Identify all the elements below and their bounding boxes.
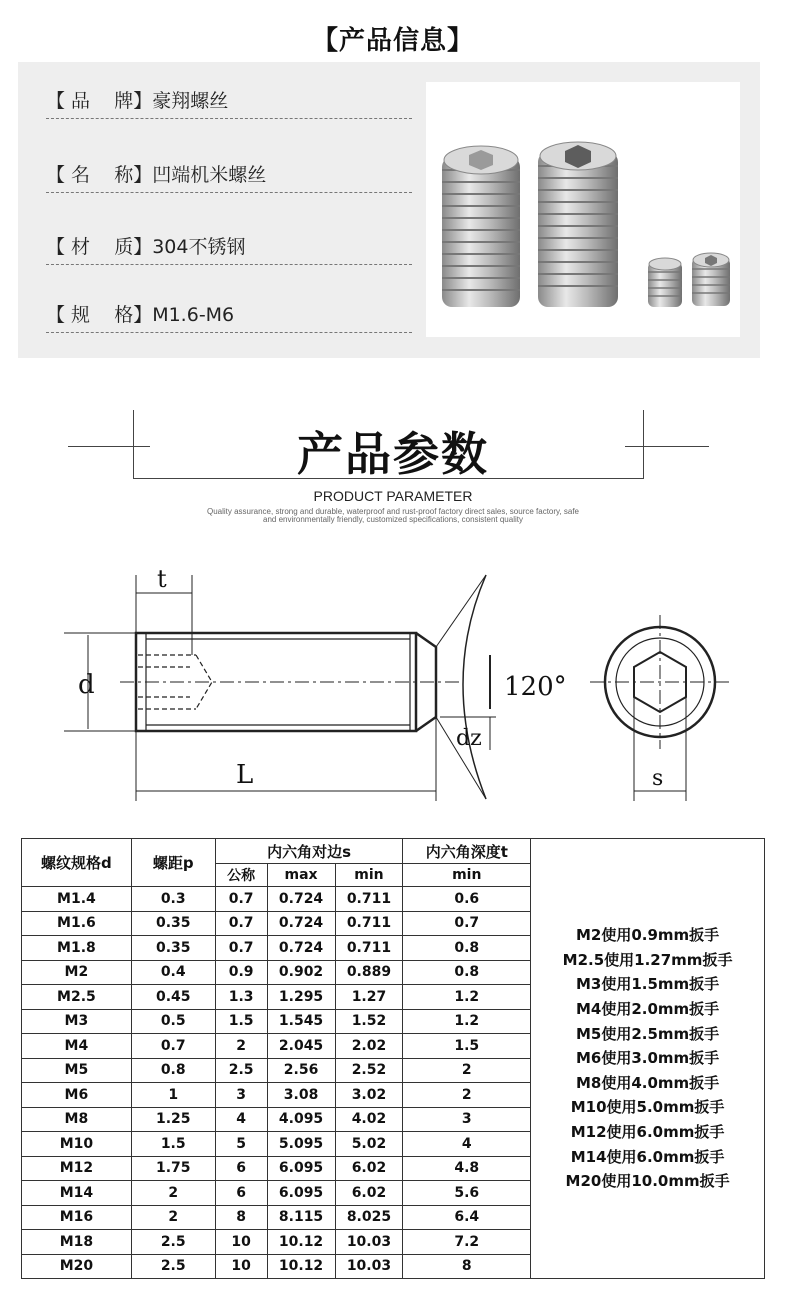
table-cell: M14 [22, 1181, 132, 1206]
dim-s-label: s [652, 766, 664, 791]
info-row-name [46, 162, 412, 193]
table-cell: M3 [22, 1009, 132, 1034]
info-title: 【产品信息】 [311, 26, 474, 56]
header-max: max [267, 864, 335, 887]
table-cell: 1.5 [403, 1034, 531, 1059]
table-cell: 0.7 [131, 1034, 215, 1059]
dim-L-label: L [236, 760, 254, 790]
table-cell: 0.5 [131, 1009, 215, 1034]
note-line: M6使用3.0mm扳手 [575, 1049, 720, 1068]
table-cell: 0.45 [131, 985, 215, 1010]
table-cell: M12 [22, 1156, 132, 1181]
table-cell: 0.724 [267, 936, 335, 961]
table-cell: 0.711 [335, 887, 403, 912]
table-cell: 0.9 [215, 960, 267, 985]
table-cell: M10 [22, 1132, 132, 1157]
table-cell: 0.711 [335, 936, 403, 961]
angle-label: 120° [504, 672, 567, 702]
table-cell: 1.5 [131, 1132, 215, 1157]
table-cell: 0.724 [267, 911, 335, 936]
header-spec: 螺纹规格d [22, 839, 132, 887]
table-cell: 5.095 [267, 1132, 335, 1157]
table-cell: 4 [403, 1132, 531, 1157]
table-cell: 10.12 [267, 1254, 335, 1279]
dim-t-label: t [157, 565, 167, 593]
table-cell: 0.724 [267, 887, 335, 912]
table-cell: 2.045 [267, 1034, 335, 1059]
table-cell: 2 [131, 1181, 215, 1206]
technical-drawing [0, 555, 786, 815]
table-cell: 0.7 [403, 911, 531, 936]
table-cell: 2.5 [131, 1230, 215, 1255]
table-cell: 10 [215, 1230, 267, 1255]
note-line: M3使用1.5mm扳手 [575, 975, 720, 994]
table-cell: 8 [215, 1205, 267, 1230]
info-value: M1.6-M6 [152, 304, 235, 326]
note-line: M12使用6.0mm扳手 [570, 1122, 725, 1141]
table-cell: 6.095 [267, 1181, 335, 1206]
table-cell: 0.7 [215, 887, 267, 912]
screw-small-right [692, 253, 730, 306]
table-cell: 2 [403, 1058, 531, 1083]
header-min: min [335, 864, 403, 887]
table-cell: 0.6 [403, 887, 531, 912]
table-cell: 1.75 [131, 1156, 215, 1181]
table-cell: M2.5 [22, 985, 132, 1010]
section-subtitle [140, 508, 646, 524]
table-cell: 8 [403, 1254, 531, 1279]
section-header [0, 410, 786, 540]
set-screw-diagram [0, 555, 786, 815]
table-cell: 0.711 [335, 911, 403, 936]
table-cell: 2.52 [335, 1058, 403, 1083]
table-cell: 1.25 [131, 1107, 215, 1132]
header-hex-s: 内六角对边s [215, 839, 403, 864]
header-depth-t: 内六角深度t [403, 839, 531, 864]
table-cell: 0.889 [335, 960, 403, 985]
note-line: M14使用6.0mm扳手 [570, 1147, 725, 1166]
header-depth-min: min [403, 864, 531, 887]
table-cell: 0.35 [131, 936, 215, 961]
table-cell: 2.5 [215, 1058, 267, 1083]
info-label: 【 名 称】 [46, 164, 153, 186]
table-cell: 0.7 [215, 911, 267, 936]
table-cell: 2 [215, 1034, 267, 1059]
table-cell: 3 [215, 1083, 267, 1108]
info-value: 凹端机米螺丝 [152, 164, 267, 186]
table-cell: M4 [22, 1034, 132, 1059]
table-cell: 1.545 [267, 1009, 335, 1034]
subtitle-line: and environmentally friendly, customized specifications, consistent quality [263, 515, 523, 524]
table-cell: 10.03 [335, 1230, 403, 1255]
table-cell: M5 [22, 1058, 132, 1083]
screw-large-right [538, 142, 618, 307]
parameter-table [21, 838, 765, 1279]
table-cell: 2.02 [335, 1034, 403, 1059]
table-cell: 1.27 [335, 985, 403, 1010]
info-row-brand [46, 88, 412, 119]
table-cell: 0.8 [403, 960, 531, 985]
table-cell: 6.095 [267, 1156, 335, 1181]
dim-dz-label: dz [456, 726, 482, 751]
table-cell: 5.02 [335, 1132, 403, 1157]
table-cell: 1.52 [335, 1009, 403, 1034]
table-cell: 10 [215, 1254, 267, 1279]
table-cell: 10.03 [335, 1254, 403, 1279]
table-cell: M2 [22, 960, 132, 985]
table-cell: 2 [403, 1083, 531, 1108]
table-cell: M20 [22, 1254, 132, 1279]
table-cell: M1.8 [22, 936, 132, 961]
table-cell: 0.7 [215, 936, 267, 961]
table-cell: 6.02 [335, 1181, 403, 1206]
table-cell: 1 [131, 1083, 215, 1108]
table-cell: 1.5 [215, 1009, 267, 1034]
screw-large-left [442, 146, 520, 307]
subtitle-line: Quality assurance, strong and durable, waterproof and rust-proof factory direct sales, source factory, safe [206, 507, 580, 516]
table-cell: 7.2 [403, 1230, 531, 1255]
screw-small-left [648, 258, 682, 307]
table-cell: 0.4 [131, 960, 215, 985]
note-line: M10使用5.0mm扳手 [570, 1098, 725, 1117]
table-cell: 0.8 [403, 936, 531, 961]
table-cell: M1.4 [22, 887, 132, 912]
section-title-en: PRODUCT PARAMETER [313, 488, 473, 504]
table-cell: 3 [403, 1107, 531, 1132]
table-cell: 4.8 [403, 1156, 531, 1181]
table-cell: 0.8 [131, 1058, 215, 1083]
table-cell: M6 [22, 1083, 132, 1108]
table-cell: M1.6 [22, 911, 132, 936]
table-cell: 8.025 [335, 1205, 403, 1230]
table-cell: 4.095 [267, 1107, 335, 1132]
info-label: 【 材 质】 [46, 236, 153, 258]
table-cell: 0.3 [131, 887, 215, 912]
table-cell: 1.2 [403, 985, 531, 1010]
dim-d-label: d [78, 670, 95, 700]
note-line: M2.5使用1.27mm扳手 [562, 950, 733, 969]
table-cell: 0.902 [267, 960, 335, 985]
info-panel [18, 62, 760, 358]
table-cell: 5.6 [403, 1181, 531, 1206]
table-cell: 1.2 [403, 1009, 531, 1034]
header-nominal: 公称 [215, 864, 267, 887]
note-line: M20使用10.0mm扳手 [565, 1172, 730, 1191]
info-label: 【 品 牌】 [46, 90, 153, 112]
table-cell: 6.02 [335, 1156, 403, 1181]
table-cell: 0.35 [131, 911, 215, 936]
note-line: M8使用4.0mm扳手 [575, 1073, 720, 1092]
table-cell: 1.295 [267, 985, 335, 1010]
table-cell: 2 [131, 1205, 215, 1230]
info-value: 304不锈钢 [152, 236, 246, 258]
product-photo [426, 82, 740, 337]
table-cell: 2.5 [131, 1254, 215, 1279]
table-cell: 3.02 [335, 1083, 403, 1108]
header-pitch: 螺距p [131, 839, 215, 887]
table-cell: 1.3 [215, 985, 267, 1010]
table-cell: M18 [22, 1230, 132, 1255]
table-cell: 10.12 [267, 1230, 335, 1255]
table-cell: 4.02 [335, 1107, 403, 1132]
wrench-notes [531, 839, 765, 1279]
table-cell: M8 [22, 1107, 132, 1132]
table-cell: M16 [22, 1205, 132, 1230]
table-cell: 3.08 [267, 1083, 335, 1108]
info-row-material [46, 234, 412, 265]
table-cell: 8.115 [267, 1205, 335, 1230]
table-cell: 6.4 [403, 1205, 531, 1230]
note-line: M5使用2.5mm扳手 [575, 1024, 720, 1043]
table-cell: 5 [215, 1132, 267, 1157]
table-cell: 6 [215, 1181, 267, 1206]
note-line: M4使用2.0mm扳手 [575, 1000, 720, 1019]
set-screws-image [426, 82, 740, 337]
table-cell: 2.56 [267, 1058, 335, 1083]
section-title: 产品参数 [297, 427, 489, 481]
info-value: 豪翔螺丝 [152, 90, 229, 112]
note-line: M2使用0.9mm扳手 [575, 926, 720, 945]
table-cell: 6 [215, 1156, 267, 1181]
info-row-spec [46, 302, 412, 333]
table-cell: 4 [215, 1107, 267, 1132]
info-label: 【 规 格】 [46, 304, 153, 326]
